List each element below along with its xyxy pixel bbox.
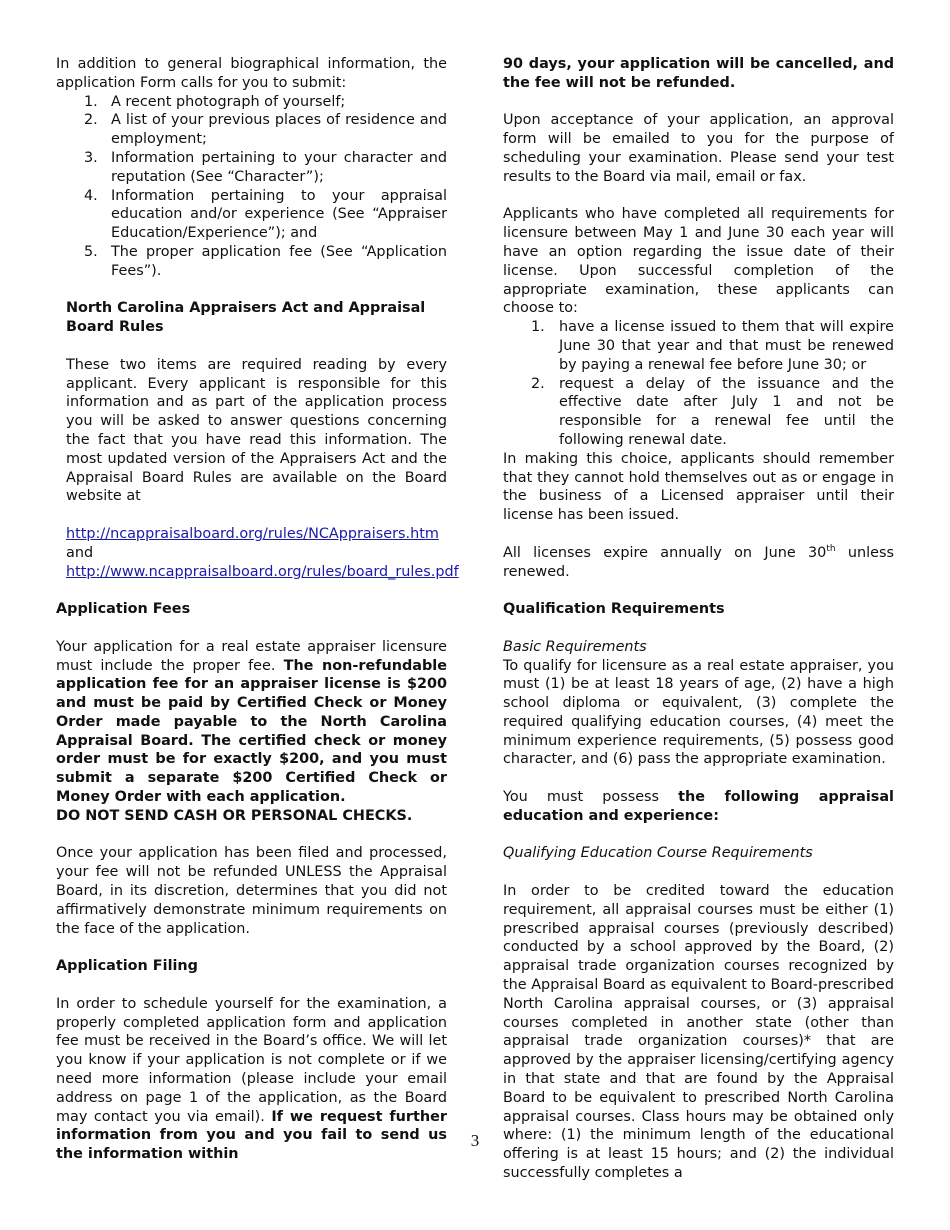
list-number: 2. <box>531 375 545 392</box>
approval-paragraph: Upon acceptance of your application, an approval form will be emailed to you for the purpose of scheduling your examination. Please send your test results to the Board via mail, email or fax. <box>503 112 894 185</box>
page-number: 3 <box>470 1131 480 1150</box>
list-item <box>503 375 894 450</box>
list-item-text: A list of your previous places of residence and employment; <box>111 112 447 148</box>
list-item-text: Information pertaining to your appraisal education and/or experience (See “Appraiser Education/Experience”); and <box>111 187 447 242</box>
list-item <box>56 93 447 112</box>
option-intro: Applicants who have completed all requirements for licensure between May 1 and June 30 each year will have an option regarding the issue date of their license. Upon successful completion of the appropriate examination, these applicants can choose to: <box>503 206 894 317</box>
refund-paragraph: Once your application has been filed and processed, your fee will not be refunded UNLESS the Appraisal Board, in its discretion, determines that you did not affirmatively demonstrate minimum requirements on the face of the application. <box>56 845 447 937</box>
expire-text: All licenses expire annually on June 30 <box>503 544 827 561</box>
cancel-warning: 90 days, your application will be cancelled, and the fee will not be refunded. <box>503 56 894 91</box>
list-item <box>56 149 447 187</box>
fees-warning: DO NOT SEND CASH OR PERSONAL CHECKS. <box>56 807 413 824</box>
fees-bold-text: The non-refundable application fee for an appraiser license is $200 and must be paid by Certified Check or Money Order made payable to the North Carolina Appraisal Board. The certified check or money order must be for exactly $200, and you must submit a separate $200 Certified Check or Money Order with each application. <box>56 657 448 806</box>
left-column <box>56 55 459 1164</box>
expire-superscript: th <box>826 543 836 554</box>
credit-paragraph: In order to be credited toward the education requirement, all appraisal courses must be either (1) prescribed appraisal courses (previously described) conducted by a school approved by the Board, (2) appraisal trade organization courses recognized by the Appraisal Board as equivalent to Board-prescribed North Carolina appraisal courses, or (3) appraisal courses completed in another state (other than appraisal trade organization courses)* that are approved by the appraiser licensing/certifying agency in that state and that are found by the Appraisal Board to be equivalent to prescribed North Carolina appraisal courses. Class hours may be obtained only where: (1) the minimum length of the educational offering is at least 15 hours; and (2) the individual successfully completes a <box>503 883 894 1182</box>
act-heading: North Carolina Appraisers Act and Appraisal Board Rules <box>66 300 426 336</box>
options-list <box>503 318 894 450</box>
appraisers-act-link[interactable]: http://ncappraisalboard.org/rules/NCAppraisers.htm <box>66 525 439 542</box>
list-item-text: A recent photograph of yourself; <box>111 93 346 110</box>
act-body: These two items are required reading by every applicant. Every applicant is responsible for this information and as part of the application process you will be asked to answer questions concerning the fact that you have read this information. The most updated version of the Appraisers Act and the Appraisal Board Rules are available on the Board website at <box>66 356 447 505</box>
submit-list <box>56 93 447 281</box>
list-item-text: have a license issued to them that will expire June 30 that year and that must be renewed by paying a renewal fee before June 30; or <box>559 319 894 373</box>
list-number: 5. <box>84 243 98 260</box>
list-item <box>56 111 447 149</box>
fees-paragraph <box>56 638 447 807</box>
list-number: 4. <box>84 187 98 204</box>
list-item-text: Information pertaining to your character and reputation (See “Character”); <box>111 149 447 185</box>
list-item <box>56 187 447 243</box>
choice-paragraph: In making this choice, applicants should remember that they cannot hold themselves out as or engage in the business of a Licensed appraiser until their license has been issued. <box>503 450 894 524</box>
list-number: 3. <box>84 149 98 166</box>
filing-heading: Application Filing <box>56 958 198 975</box>
expire-text-end: unless renewed. <box>503 544 894 580</box>
intro-paragraph: In addition to general biographical information, the application Form calls for you to submit: <box>56 56 447 91</box>
qualifying-education-heading: Qualifying Education Course Requirements <box>503 845 813 862</box>
fees-heading: Application Fees <box>56 601 191 618</box>
basic-requirements-paragraph: To qualify for licensure as a real estate appraiser, you must (1) be at least 18 years of age, (2) have a high school diploma or equivalent, (3) complete the required qualifying education courses, (4) meet the minimum experience requirements, (5) possess good character, and (6) pass the appropriate examination. <box>503 657 894 768</box>
list-item-text: The proper application fee (See “Application Fees”). <box>111 243 447 279</box>
qualification-heading: Qualification Requirements <box>503 601 725 618</box>
list-number: 2. <box>84 112 98 129</box>
possess-bold-text: the following appraisal education and experience: <box>503 789 894 824</box>
right-column <box>503 55 894 1183</box>
list-item <box>56 243 447 281</box>
possess-plain-text: You must possess <box>503 789 679 806</box>
expire-paragraph <box>503 544 894 582</box>
list-item <box>503 318 894 374</box>
fees-plain-text: Your application for a real estate appraiser licensure must include the proper fee. <box>56 638 447 674</box>
list-number: 1. <box>531 319 545 336</box>
board-rules-link[interactable]: http://www.ncappraisalboard.org/rules/board_rules.pdf <box>66 563 459 580</box>
basic-requirements-heading: Basic Requirements <box>503 638 647 655</box>
list-number: 1. <box>84 93 98 110</box>
list-item-text: request a delay of the issuance and the effective date after July 1 and not be responsible for a renewal fee until the following renewal date. <box>559 375 894 448</box>
possess-paragraph <box>503 788 894 826</box>
and-text: and <box>66 544 94 561</box>
filing-plain-text: In order to schedule yourself for the examination, a properly completed application form and application fee must be received in the Board’s office. We will let you know if your application is not complete or if we need more information (please include your email address on page 1 of the application, as the Board may contact you via email). <box>56 995 447 1125</box>
filing-bold-text: If we request further information from you and you fail to send us the information within <box>56 1108 447 1163</box>
